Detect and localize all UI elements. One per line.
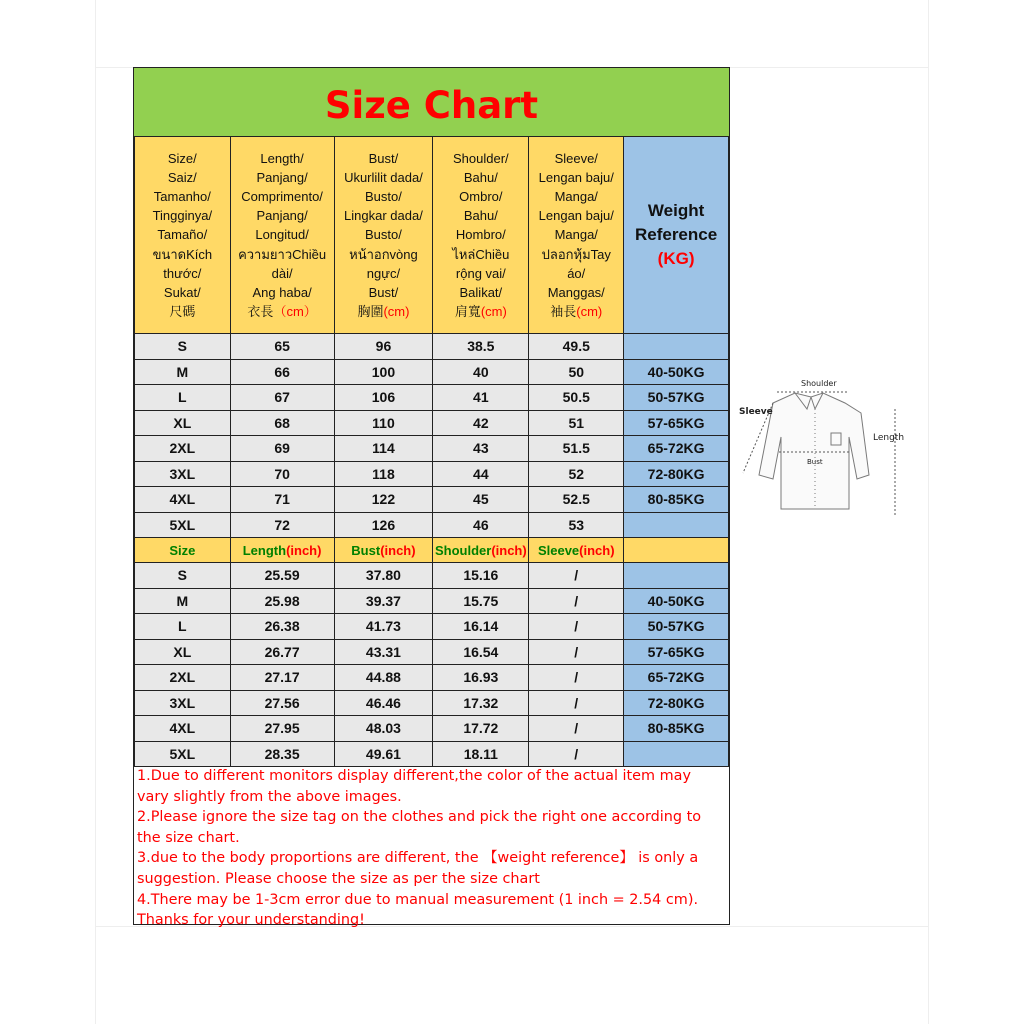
cm-length-cell: 70 — [230, 461, 334, 487]
cm-size-cell: 2XL — [135, 436, 231, 462]
inch-bust-cell: 44.88 — [334, 665, 433, 691]
header-line: Length/ — [260, 150, 304, 166]
inch-sleeve-cell: / — [529, 588, 624, 614]
table-row — [135, 385, 729, 411]
reference-label: Reference — [634, 225, 718, 244]
header-size — [135, 137, 231, 334]
inch-header-length: Length(inch) — [230, 538, 334, 563]
table-row — [135, 334, 729, 360]
header-line: Sleeve/ — [554, 150, 598, 166]
note-line: 4.There may be 1-3cm error due to manual measurement (1 inch = 2.54 cm). — [137, 891, 699, 908]
inch-bust-cell: 48.03 — [334, 716, 433, 742]
inch-length-cell: 27.17 — [230, 665, 334, 691]
table-row — [135, 436, 729, 462]
inch-weight-cell: 72-80KG — [624, 690, 729, 716]
sleeve-cjk: 袖長 — [550, 304, 577, 320]
cm-bust-cell: 126 — [334, 512, 433, 538]
header-line: Busto/ — [365, 227, 402, 243]
header-line: Shoulder/ — [453, 150, 509, 166]
cm-weight-cell: 80-85KG — [624, 487, 729, 513]
length-cjk: 衣長 — [247, 304, 274, 320]
header-line: Busto/ — [365, 188, 402, 204]
inch-length-cell: 28.35 — [230, 741, 334, 767]
cm-weight-cell — [624, 334, 729, 360]
header-line: 尺碼 — [169, 304, 196, 320]
table-row — [135, 690, 729, 716]
cm-sleeve-cell: 53 — [529, 512, 624, 538]
cm-length-cell: 69 — [230, 436, 334, 462]
table-row — [135, 410, 729, 436]
diagram-length-label: Length — [873, 433, 905, 443]
inch-shoulder-cell: 18.11 — [433, 741, 529, 767]
inch-weight-cell: 65-72KG — [624, 665, 729, 691]
header-line: Bahu/ — [463, 208, 498, 224]
inch-bust-cell: 49.61 — [334, 741, 433, 767]
header-sleeve — [529, 137, 624, 334]
inch-sleeve-cell: / — [529, 614, 624, 640]
inch-length-cell: 26.77 — [230, 639, 334, 665]
cm-length-cell: 71 — [230, 487, 334, 513]
cm-shoulder-cell: 38.5 — [433, 334, 529, 360]
inch-bust-cell: 41.73 — [334, 614, 433, 640]
cm-sleeve-cell: 52 — [529, 461, 624, 487]
inch-size-cell: L — [135, 614, 231, 640]
inch-length-cell: 25.59 — [230, 563, 334, 589]
cm-weight-cell: 40-50KG — [624, 359, 729, 385]
cm-shoulder-cell: 43 — [433, 436, 529, 462]
inch-sleeve-cell: / — [529, 639, 624, 665]
size-chart-sheet — [133, 67, 730, 929]
cm-size-cell: 5XL — [135, 512, 231, 538]
cm-shoulder-cell: 40 — [433, 359, 529, 385]
inch-length-cell: 27.56 — [230, 690, 334, 716]
inch-sleeve-cell: / — [529, 741, 624, 767]
header-bust — [334, 137, 433, 334]
inch-size-cell: 2XL — [135, 665, 231, 691]
sleeve-unit: (cm) — [576, 304, 603, 320]
header-line: ปลอกหุ้มTay — [541, 246, 611, 262]
cm-bust-cell: 100 — [334, 359, 433, 385]
inch-shoulder-cell: 16.54 — [433, 639, 529, 665]
cm-size-cell: S — [135, 334, 231, 360]
header-line: ngực/ — [366, 265, 401, 281]
notes-section — [134, 764, 729, 933]
note-line: 3.due to the body proportions are different, the 【weight reference】 is only a suggestion. Please choose the size as per the size chart — [137, 850, 699, 887]
cm-length-cell: 72 — [230, 512, 334, 538]
header-weight-reference — [624, 137, 729, 334]
frame-border-left — [95, 0, 96, 1024]
cm-shoulder-cell: 41 — [433, 385, 529, 411]
cm-length-cell: 67 — [230, 385, 334, 411]
cm-size-cell: M — [135, 359, 231, 385]
cm-weight-cell: 72-80KG — [624, 461, 729, 487]
header-row — [135, 137, 729, 334]
table-row — [135, 588, 729, 614]
cm-sleeve-cell: 50 — [529, 359, 624, 385]
header-shoulder — [433, 137, 529, 334]
table-row — [135, 741, 729, 767]
inch-shoulder-cell: 16.14 — [433, 614, 529, 640]
inch-shoulder-cell: 17.32 — [433, 690, 529, 716]
header-line: Size/ — [167, 150, 197, 166]
inch-shoulder-cell: 17.72 — [433, 716, 529, 742]
inch-size-cell: M — [135, 588, 231, 614]
inch-bust-cell: 39.37 — [334, 588, 433, 614]
cm-sleeve-cell: 52.5 — [529, 487, 624, 513]
inch-header-bust: Bust(inch) — [334, 538, 433, 563]
note-line: 2.Please ignore the size tag on the clothes and pick the right one according to the size chart. — [137, 809, 702, 846]
header-line: thước/ — [163, 265, 202, 281]
header-line: หน้าอกvòng — [349, 246, 418, 262]
table-row — [135, 512, 729, 538]
inch-weight-cell: 57-65KG — [624, 639, 729, 665]
header-line: Ombro/ — [459, 188, 503, 204]
header-line: Lengan baju/ — [538, 208, 614, 224]
inch-header-weight — [624, 538, 729, 563]
size-table — [134, 136, 729, 767]
inch-sleeve-cell: / — [529, 716, 624, 742]
header-line: Bust/ — [368, 150, 399, 166]
header-line: Bust/ — [368, 285, 399, 300]
inch-size-cell: S — [135, 563, 231, 589]
weight-unit: (KG) — [657, 249, 695, 268]
cm-bust-cell: 114 — [334, 436, 433, 462]
cm-shoulder-cell: 42 — [433, 410, 529, 436]
inch-bust-cell: 43.31 — [334, 639, 433, 665]
table-row — [135, 716, 729, 742]
header-line: Bahu/ — [463, 169, 498, 185]
weight-label: Weight — [647, 201, 705, 220]
inch-sleeve-cell: / — [529, 665, 624, 691]
header-line: ไหล่Chiều — [452, 246, 510, 262]
table-row — [135, 614, 729, 640]
header-length — [230, 137, 334, 334]
inch-size-cell: 5XL — [135, 741, 231, 767]
cm-length-cell: 65 — [230, 334, 334, 360]
inch-shoulder-cell: 15.75 — [433, 588, 529, 614]
cm-sleeve-cell: 51 — [529, 410, 624, 436]
note-line: Thanks for your understanding! — [137, 912, 365, 929]
cm-sleeve-cell: 51.5 — [529, 436, 624, 462]
inch-weight-cell: 80-85KG — [624, 716, 729, 742]
header-line: Tingginya/ — [152, 208, 213, 224]
header-line: ขนาดKích — [152, 246, 213, 262]
inch-shoulder-cell: 16.93 — [433, 665, 529, 691]
diagram-shoulder-label: Shoulder — [801, 379, 837, 388]
header-line: Panjang/ — [256, 169, 308, 185]
page-title: Size Chart — [324, 83, 539, 127]
table-row — [135, 359, 729, 385]
length-unit: （cm） — [273, 304, 317, 320]
header-line: Lengan baju/ — [538, 169, 614, 185]
header-line: Panjang/ — [256, 208, 308, 224]
header-line: Comprimento/ — [241, 188, 323, 204]
inch-size-cell: 3XL — [135, 690, 231, 716]
shoulder-cjk: 肩寬 — [454, 304, 481, 320]
cm-weight-cell: 50-57KG — [624, 385, 729, 411]
inch-header-row — [135, 538, 729, 563]
header-line: dài/ — [271, 265, 293, 281]
header-line: ความยาวChiều — [238, 246, 327, 262]
inch-size-cell: 4XL — [135, 716, 231, 742]
inch-weight-cell — [624, 563, 729, 589]
header-line: Balikat/ — [459, 285, 503, 300]
header-line: Manggas/ — [547, 285, 605, 300]
inch-shoulder-cell: 15.16 — [433, 563, 529, 589]
cm-weight-cell: 57-65KG — [624, 410, 729, 436]
cm-bust-cell: 110 — [334, 410, 433, 436]
inch-length-cell: 26.38 — [230, 614, 334, 640]
cm-bust-cell: 106 — [334, 385, 433, 411]
shoulder-unit: (cm) — [480, 304, 507, 320]
cm-size-cell: L — [135, 385, 231, 411]
cm-sleeve-cell: 50.5 — [529, 385, 624, 411]
cm-bust-cell: 96 — [334, 334, 433, 360]
inch-header-shoulder: Shoulder(inch) — [433, 538, 529, 563]
inch-size-cell: XL — [135, 639, 231, 665]
header-line: áo/ — [567, 265, 586, 281]
header-line: Sukat/ — [163, 285, 201, 300]
inch-bust-cell: 37.80 — [334, 563, 433, 589]
inch-weight-cell: 40-50KG — [624, 588, 729, 614]
table-row — [135, 665, 729, 691]
inch-weight-cell: 50-57KG — [624, 614, 729, 640]
cm-size-cell: 3XL — [135, 461, 231, 487]
inch-length-cell: 27.95 — [230, 716, 334, 742]
header-line: Tamaño/ — [157, 227, 208, 243]
cm-weight-cell: 65-72KG — [624, 436, 729, 462]
cm-size-cell: XL — [135, 410, 231, 436]
bust-unit: (cm) — [383, 304, 410, 320]
cm-sleeve-cell: 49.5 — [529, 334, 624, 360]
inch-bust-cell: 46.46 — [334, 690, 433, 716]
header-line: rộng vai/ — [455, 265, 506, 281]
inch-length-cell: 25.98 — [230, 588, 334, 614]
inch-header-size: Size — [135, 538, 231, 563]
note-line: 1.Due to different monitors display different,the color of the actual item may vary slightly from the above images. — [137, 768, 691, 805]
table-row — [135, 639, 729, 665]
cm-length-cell: 66 — [230, 359, 334, 385]
shirt-diagram — [735, 375, 915, 520]
header-line: Ukurlilit dada/ — [344, 169, 423, 185]
diagram-sleeve-label: Sleeve — [739, 407, 773, 417]
title-bar — [134, 68, 729, 137]
table-row — [135, 487, 729, 513]
header-line: Saiz/ — [167, 169, 197, 185]
cm-length-cell: 68 — [230, 410, 334, 436]
frame-border-right — [928, 0, 929, 1024]
table-row — [135, 563, 729, 589]
inch-weight-cell — [624, 741, 729, 767]
header-line: Hombro/ — [455, 227, 506, 243]
cm-shoulder-cell: 46 — [433, 512, 529, 538]
header-line: Manga/ — [554, 227, 598, 243]
bust-cjk: 胸圍 — [357, 304, 384, 320]
inch-sleeve-cell: / — [529, 563, 624, 589]
inch-sleeve-cell: / — [529, 690, 624, 716]
header-line: Longitud/ — [255, 227, 309, 243]
table-row — [135, 461, 729, 487]
cm-shoulder-cell: 44 — [433, 461, 529, 487]
cm-size-cell: 4XL — [135, 487, 231, 513]
header-line: Manga/ — [554, 188, 598, 204]
inch-header-sleeve: Sleeve(inch) — [529, 538, 624, 563]
header-line: Lingkar dada/ — [344, 208, 423, 224]
shirt-icon — [759, 393, 869, 509]
header-line: Tamanho/ — [153, 188, 211, 204]
cm-weight-cell — [624, 512, 729, 538]
cm-bust-cell: 122 — [334, 487, 433, 513]
diagram-bust-label: Bust — [807, 458, 823, 466]
header-line: Ang haba/ — [252, 285, 312, 300]
cm-shoulder-cell: 45 — [433, 487, 529, 513]
cm-bust-cell: 118 — [334, 461, 433, 487]
